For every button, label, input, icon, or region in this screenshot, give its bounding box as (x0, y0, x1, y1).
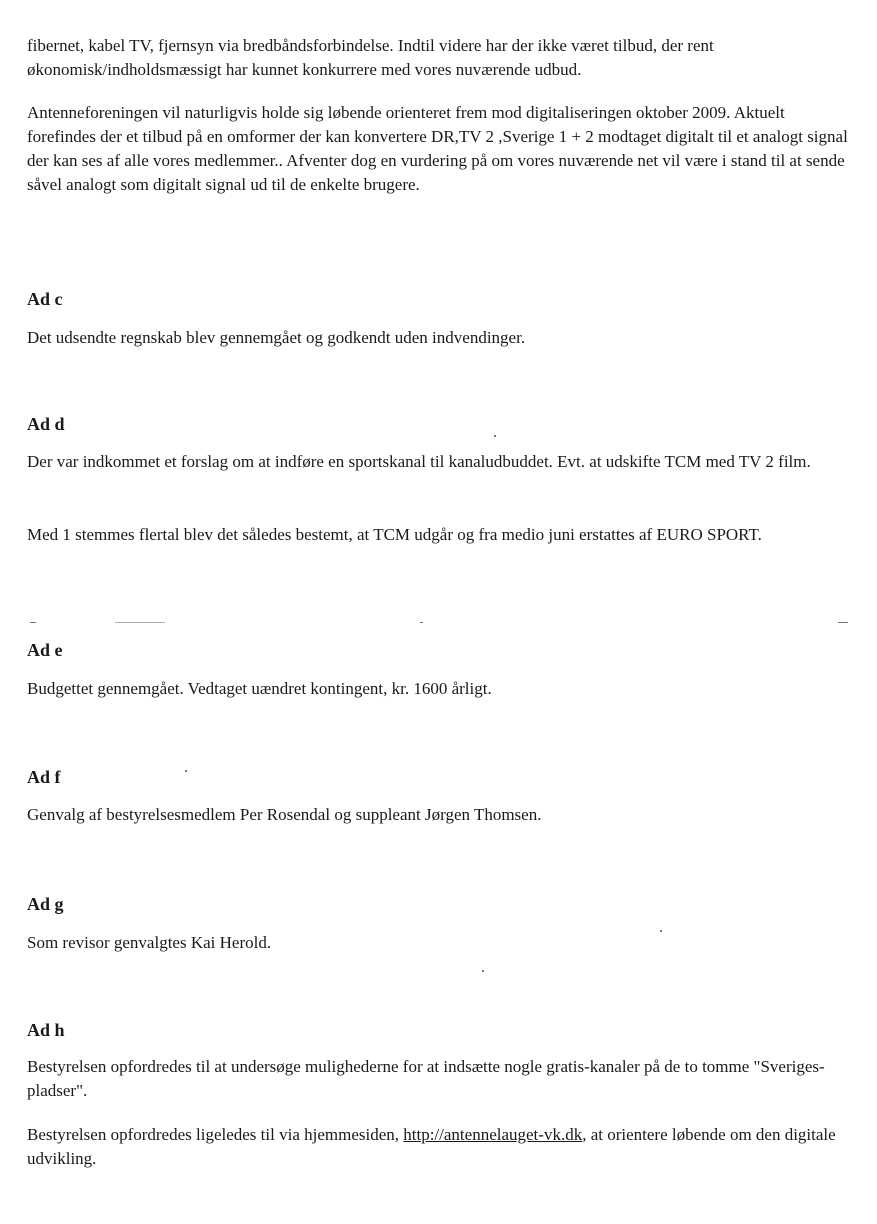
intro-paragraph-1: fibernet, kabel TV, fjernsyn via bredbåndsforbindelse. Indtil videre har der ikke været tilbud, der rent økonomisk/indholdsmæssigt har kunnet konkurrere med vores nuværende udbud. (27, 36, 714, 79)
scan-mark (494, 435, 496, 437)
section-heading-ad-e: Ad e (27, 640, 63, 660)
section-d-paragraph-2: Med 1 stemmes flertal blev det således bestemt, at TCM udgår og fra medio juni erstattes af EURO SPORT. (27, 525, 762, 544)
section-f-paragraph: Genvalg af bestyrelsesmedlem Per Rosendal og suppleant Jørgen Thomsen. (27, 805, 542, 824)
section-h-paragraph-2 (27, 1123, 857, 1171)
scan-mark (185, 770, 187, 772)
section-heading-ad-h: Ad h (27, 1020, 65, 1040)
scan-mark (30, 622, 36, 623)
section-h-paragraph-2-text: Bestyrelsen opfordredes ligeledes til via hjemmesiden, (27, 1125, 404, 1144)
intro-paragraph-2: Antenneforeningen vil naturligvis holde sig løbende orienteret frem mod digitaliseringen oktober 2009. Aktuelt forefindes der et tilbud på en omformer der kan konvertere DR,TV 2 ,Sverige 1 + 2 modtaget digitalt til et analogt signal der kan ses af alle vores medlemmer.. Afventer dog en vurdering på om vores nuværende net vil være i stand til at sende såvel analogt som digitalt signal ud til de enkelte brugere. (27, 103, 848, 194)
section-d-paragraph-1: Der var indkommet et forslag om at indføre en sportskanal til kanaludbuddet. Evt. at udskifte TCM med TV 2 film. (27, 452, 811, 471)
scan-mark (420, 622, 423, 623)
scan-mark (115, 622, 165, 623)
section-heading-ad-f: Ad f (27, 767, 61, 787)
scan-mark (660, 930, 662, 932)
section-h-paragraph-1: Bestyrelsen opfordredes til at undersøge mulighederne for at indsætte nogle gratis-kanaler på de to tomme "Sveriges-pladser". (27, 1057, 825, 1100)
section-heading-ad-g: Ad g (27, 894, 64, 914)
section-heading-ad-d: Ad d (27, 414, 65, 434)
section-h-paragraph-2-end: , at orientere løbende om den digitale udvikling. (27, 1125, 836, 1168)
section-heading-ad-c: Ad c (27, 289, 63, 309)
scan-mark (838, 622, 848, 623)
scan-mark (482, 970, 484, 972)
website-link[interactable]: http://antennelauget-vk.dk (403, 1125, 583, 1144)
section-e-paragraph: Budgettet gennemgået. Vedtaget uændret kontingent, kr. 1600 årligt. (27, 679, 492, 698)
section-c-paragraph: Det udsendte regnskab blev gennemgået og godkendt uden indvendinger. (27, 328, 526, 347)
section-g-paragraph: Som revisor genvalgtes Kai Herold. (27, 933, 272, 952)
